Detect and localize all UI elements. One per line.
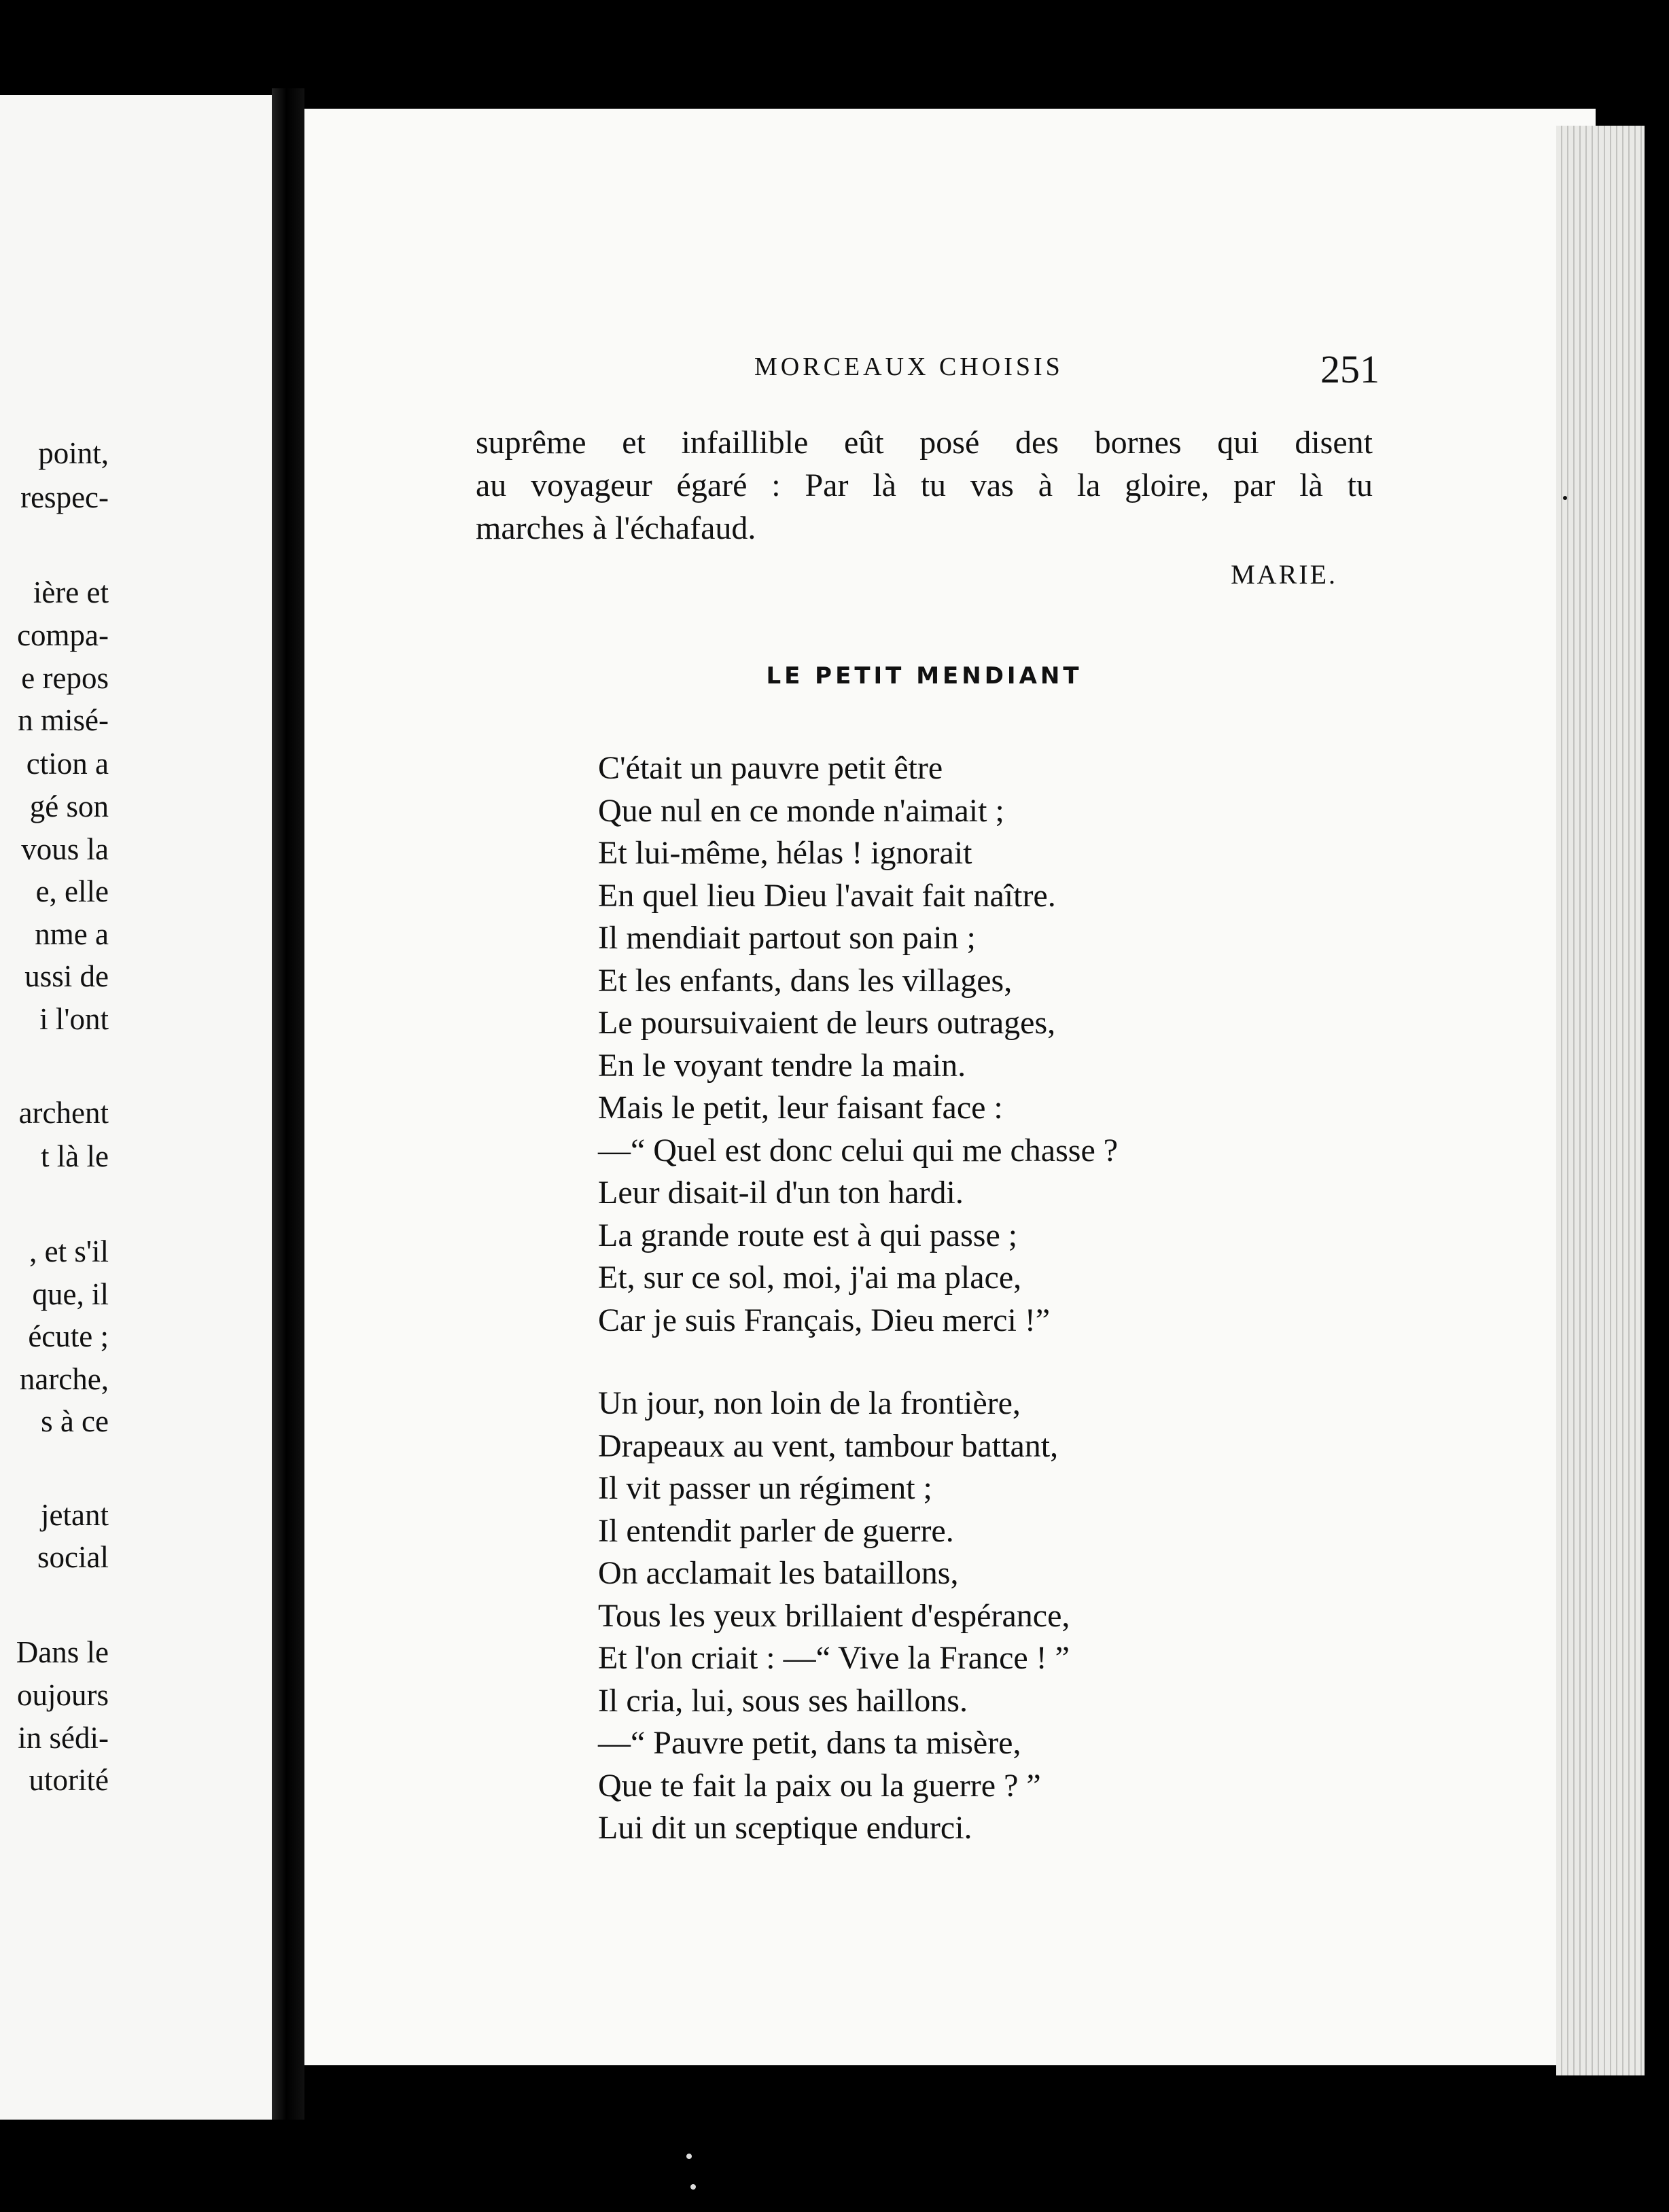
fragment-line: narche,: [19, 1362, 109, 1396]
verse-line: Et les enfants, dans les villages,: [598, 962, 1013, 999]
verse-line: Drapeaux au vent, tambour battant,: [598, 1427, 1059, 1464]
fragment-line: i l'ont: [39, 1002, 109, 1036]
fragment-line: respec-: [20, 480, 109, 514]
verse-line: Car je suis Français, Dieu merci !”: [598, 1302, 1051, 1338]
verse-line: Il vit passer un régiment ;: [598, 1470, 932, 1506]
prose-paragraph: [476, 421, 1373, 550]
author-signature: MARIE.: [1231, 559, 1337, 590]
verse-line: Lui dit un sceptique endurci.: [598, 1810, 972, 1846]
verse-line: Que te fait la paix ou la guerre ? ”: [598, 1767, 1041, 1804]
verse-line: —“ Pauvre petit, dans ta misère,: [598, 1725, 1021, 1761]
fragment-line: archent: [18, 1096, 109, 1130]
running-head: MORCEAUX CHOISIS: [754, 353, 1064, 381]
verse-line: Il entendit parler de guerre.: [598, 1512, 954, 1549]
verse-line: Il cria, lui, sous ses haillons.: [598, 1682, 968, 1719]
fragment-line: point,: [38, 436, 109, 470]
verse-line: Et lui-même, hélas ! ignorait: [598, 835, 972, 871]
fragment-line: social: [37, 1540, 109, 1574]
fragment-line: utorité: [29, 1763, 109, 1797]
fragment-line: n misé-: [18, 703, 109, 737]
verse-line: On acclamait les bataillons,: [598, 1555, 959, 1591]
page-header: [754, 346, 1380, 394]
scan-border: [1645, 129, 1669, 2072]
book-gutter: [272, 88, 304, 2120]
verse-line: C'était un pauvre petit être: [598, 750, 943, 786]
verse-line: Que nul en ce monde n'aimait ;: [598, 792, 1004, 829]
fragment-line: Dans le: [16, 1635, 109, 1669]
scan-speck: [686, 2154, 692, 2159]
prose-line: marches à l'échafaud.: [476, 510, 756, 546]
scan-speck: [690, 2184, 696, 2190]
poem-title: LE PETIT MENDIANT: [766, 662, 1083, 690]
fragment-line: que, il: [32, 1277, 109, 1311]
verse-line: Un jour, non loin de la frontière,: [598, 1385, 1021, 1421]
verse-line: Tous les yeux brillaient d'espérance,: [598, 1597, 1070, 1634]
fragment-line: ussi de: [24, 959, 109, 993]
verse-line: —“ Quel est donc celui qui me chasse ?: [598, 1132, 1119, 1169]
fragment-line: oujours: [17, 1678, 109, 1712]
fragment-line: vous la: [21, 832, 109, 866]
fragment-line: compa-: [17, 618, 109, 652]
verse-line: En quel lieu Dieu l'avait fait naître.: [598, 877, 1056, 914]
fragment-line: nme a: [35, 917, 109, 951]
poem-stanza: [598, 1382, 1278, 1850]
verse-line: Leur disait-il d'un ton hardi.: [598, 1175, 964, 1211]
fragment-line: t là le: [41, 1139, 109, 1173]
scan-speck: [1563, 496, 1567, 500]
fragment-line: s à ce: [41, 1404, 109, 1438]
page-edges: [1556, 126, 1645, 2075]
verse-line: Et, sur ce sol, moi, j'ai ma place,: [598, 1260, 1022, 1296]
verse-line: En le voyant tendre la main.: [598, 1047, 966, 1084]
fragment-line: jetant: [41, 1498, 109, 1532]
fragment-line: ction a: [26, 747, 109, 781]
fragment-line: in sédi-: [18, 1721, 109, 1755]
fragment-line: écute ;: [28, 1319, 109, 1353]
fragment-line: ière et: [33, 575, 109, 609]
verse-line: La grande route est à qui passe ;: [598, 1217, 1018, 1253]
verse-line: Il mendiait partout son pain ;: [598, 920, 976, 956]
fragment-line: e, elle: [35, 874, 109, 908]
verse-line: Mais le petit, leur faisant face :: [598, 1090, 1003, 1126]
fragment-line: , et s'il: [29, 1234, 109, 1268]
page-number: 251: [1320, 347, 1380, 391]
verse-line: Le poursuivaient de leurs outrages,: [598, 1005, 1056, 1041]
previous-page-fragment: [0, 95, 272, 2120]
verse-line: Et l'on criait : —“ Vive la France ! ”: [598, 1640, 1070, 1676]
prose-line: au voyageur égaré : Par là tu vas à la gloire, par là tu: [476, 467, 1373, 503]
poem-stanza: [598, 747, 1278, 1342]
fragment-line: gé son: [29, 789, 109, 823]
fragment-line: e repos: [21, 661, 109, 695]
prose-line: suprême et infaillible eût posé des bornes qui disent: [476, 425, 1373, 461]
